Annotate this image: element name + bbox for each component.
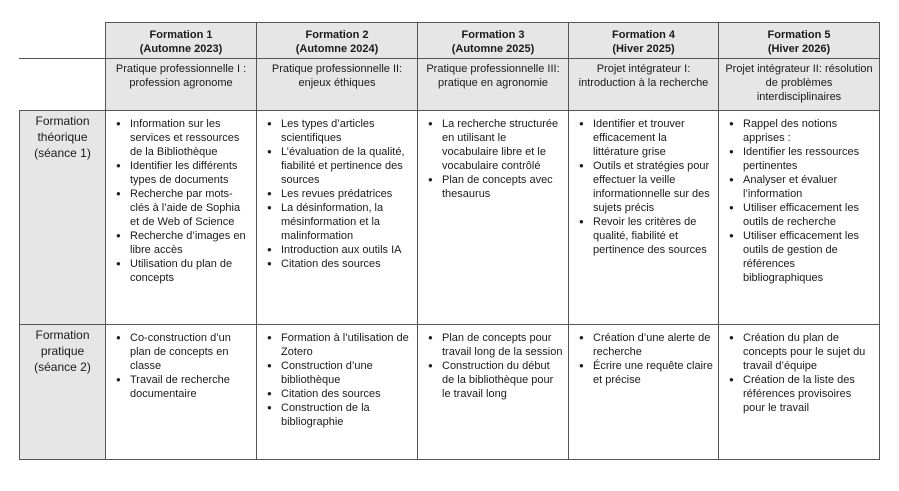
list-item: ● Plan de concepts pour travail long de la session (442, 331, 564, 359)
list-item: ● Citation des sources (281, 257, 413, 271)
list-item: ● Outils et stratégies pour effectuer la veille informationnelle sur des sujets précis (593, 159, 714, 215)
practice-row (20, 325, 880, 460)
column-header-4: Formation 4 (Hiver 2025) (569, 23, 719, 59)
list-item: ● Analyser et évaluer l’information (743, 173, 875, 201)
list-item: ● Co-construction d’un plan de concepts en classe (130, 331, 252, 373)
practice-cell-1 (106, 325, 257, 460)
list-item: ● Les revues prédatrices (281, 187, 413, 201)
corner-cell-2 (20, 59, 106, 111)
list-item: ● Identifier les différents types de documents (130, 159, 252, 187)
course-name-2: Pratique professionnelle II: enjeux éthiques (257, 59, 418, 111)
list-item: ● Utiliser efficacement les outils de recherche (743, 201, 875, 229)
course-name-3: Pratique professionnelle III: pratique en agronomie (418, 59, 569, 111)
list-item: ● Identifier et trouver efficacement la littérature grise (593, 117, 714, 159)
column-header-5: Formation 5 (Hiver 2026) (719, 23, 880, 59)
list-item: ● Recherche par mots-clés à l’aide de Sophia et de Web of Science (130, 187, 252, 229)
row-label-theory: Formation théorique (séance 1) (20, 111, 106, 325)
list-item: ● La recherche structurée en utilisant le vocabulaire libre et le vocabulaire contrôlé (442, 117, 564, 173)
list-item: ● Information sur les services et ressources de la Bibliothèque (130, 117, 252, 159)
course-name-4: Projet intégrateur I: introduction à la recherche (569, 59, 719, 111)
list-item: ● Rappel des notions apprises : (743, 117, 875, 145)
list-item: ● Utiliser efficacement les outils de gestion de références bibliographiques (743, 229, 875, 285)
column-header-3: Formation 3 (Automne 2025) (418, 23, 569, 59)
list-item: ● Formation à l’utilisation de Zotero (281, 331, 413, 359)
theory-cell-2 (257, 111, 418, 325)
theory-row (20, 111, 880, 325)
list-item: ● Utilisation du plan de concepts (130, 257, 252, 285)
practice-cell-4 (569, 325, 719, 460)
list-item: ● Identifier les ressources pertinentes (743, 145, 875, 173)
list-item: ● Citation des sources (281, 387, 413, 401)
practice-cell-3 (418, 325, 569, 460)
column-header-2: Formation 2 (Automne 2024) (257, 23, 418, 59)
list-item: ● Travail de recherche documentaire (130, 373, 252, 401)
list-item: ● Les types d’articles scientifiques (281, 117, 413, 145)
list-item: ● Création de la liste des références provisoires pour le travail (743, 373, 875, 415)
column-header-1: Formation 1 (Automne 2023) (106, 23, 257, 59)
training-table (19, 22, 880, 460)
list-item: ● Plan de concepts avec thesaurus (442, 173, 564, 201)
list-item: ● La désinformation, la mésinformation et la malinformation (281, 201, 413, 243)
list-item: ● Création d’une alerte de recherche (593, 331, 714, 359)
list-item: ● Recherche d’images en libre accès (130, 229, 252, 257)
list-item: ● Construction du début de la bibliothèque pour le travail long (442, 359, 564, 401)
list-item: ● Construction d’une bibliothèque (281, 359, 413, 387)
course-name-5: Projet intégrateur II: résolution de problèmes interdisciplinaires (719, 59, 880, 111)
list-item: ● Revoir les critères de qualité, fiabilité et pertinence des sources (593, 215, 714, 257)
corner-cell (20, 23, 106, 59)
theory-cell-4 (569, 111, 719, 325)
theory-cell-3 (418, 111, 569, 325)
theory-cell-5 (719, 111, 880, 325)
row-label-practice: Formation pratique (séance 2) (20, 325, 106, 460)
list-item: ● L’évaluation de la qualité, fiabilité et pertinence des sources (281, 145, 413, 187)
list-item: ● Construction de la bibliographie (281, 401, 413, 429)
list-item: ● Écrire une requête claire et précise (593, 359, 714, 387)
practice-cell-5 (719, 325, 880, 460)
list-item: ● Introduction aux outils IA (281, 243, 413, 257)
theory-cell-1 (106, 111, 257, 325)
list-item: ● Création du plan de concepts pour le sujet du travail d’équipe (743, 331, 875, 373)
course-name-1: Pratique professionnelle I : profession agronome (106, 59, 257, 111)
practice-cell-2 (257, 325, 418, 460)
